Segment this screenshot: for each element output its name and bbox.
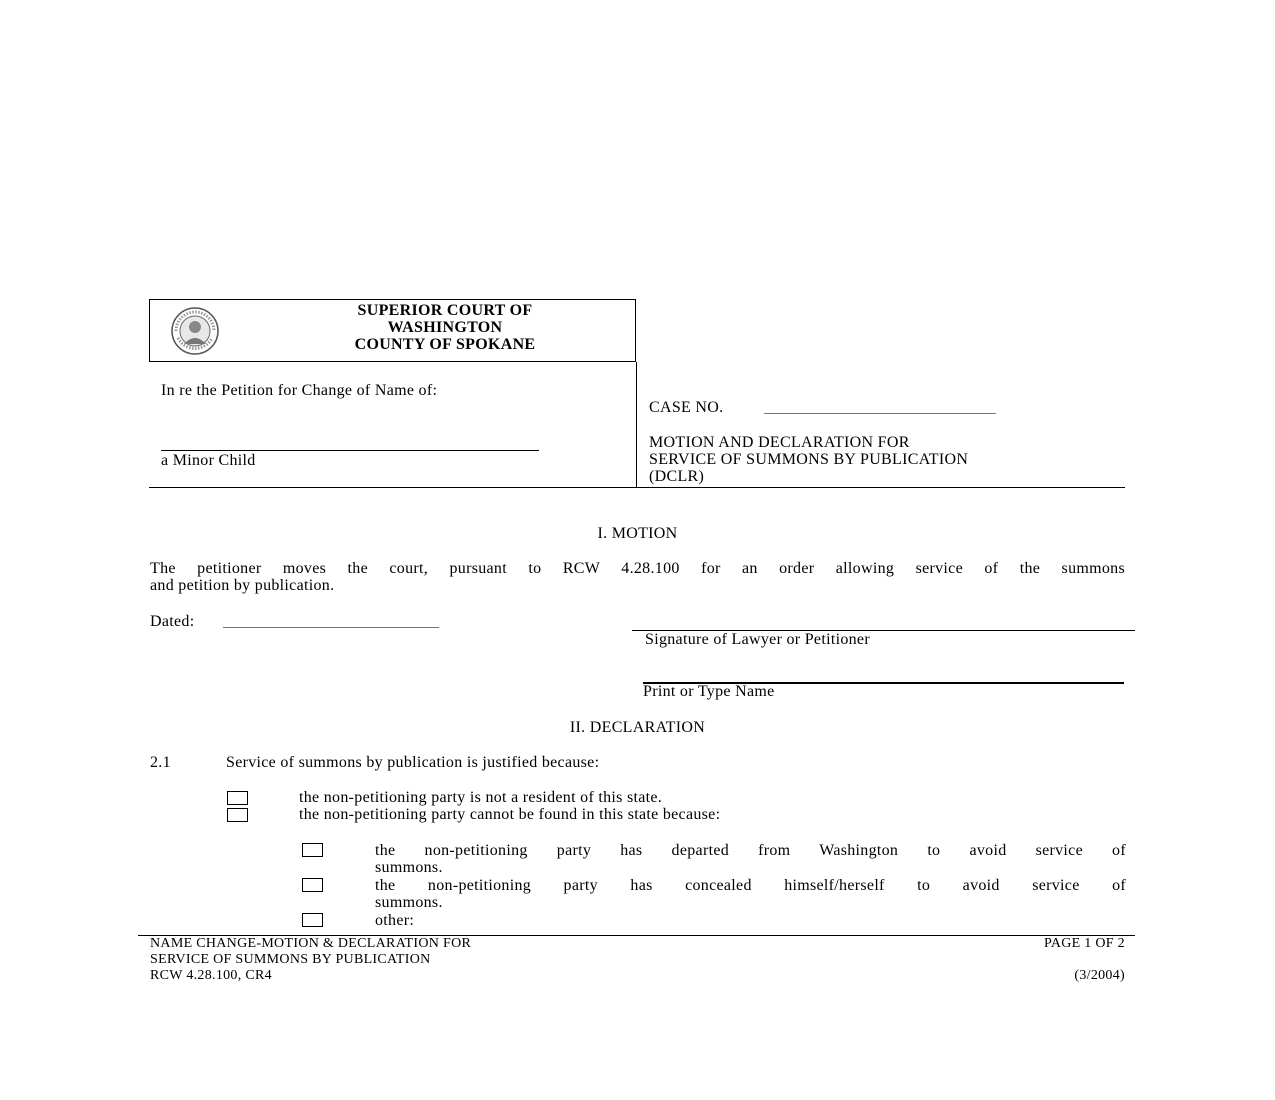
concealed-checkbox[interactable] <box>302 878 323 892</box>
court-seal-icon <box>170 306 220 356</box>
departed-label-line2: summons. <box>375 859 443 876</box>
declaration-heading: II. DECLARATION <box>569 719 706 736</box>
petition-text: In re the Petition for Change of Name of: <box>161 382 438 399</box>
minor-child-label: a Minor Child <box>161 452 256 469</box>
footer-form-line3: RCW 4.28.100, CR4 <box>150 968 272 983</box>
document-title-line1: MOTION AND DECLARATION FOR <box>649 434 910 451</box>
court-title-line2: WASHINGTON <box>387 319 503 336</box>
other-checkbox[interactable] <box>302 913 323 927</box>
court-header-box <box>149 299 636 362</box>
print-name-label: Print or Type Name <box>643 683 775 700</box>
footer-page-number: PAGE 1 OF 2 <box>1044 936 1125 951</box>
other-label: other: <box>375 912 415 929</box>
cannot-be-found-checkbox[interactable] <box>227 808 248 822</box>
motion-heading: I. MOTION <box>597 525 678 542</box>
caption-divider <box>636 362 637 487</box>
not-resident-checkbox[interactable] <box>227 791 248 805</box>
footer-form-title <box>150 936 471 984</box>
case-no-field[interactable]: _____________________________ <box>764 399 996 416</box>
motion-body-line2: and petition by publication. <box>150 577 335 594</box>
not-resident-label: the non-petitioning party is not a resident of this state. <box>299 789 663 806</box>
court-title <box>320 302 570 353</box>
footer-revision-date: (3/2004) <box>1074 968 1125 983</box>
dated-label: Dated: <box>150 613 195 630</box>
cannot-be-found-label: the non-petitioning party cannot be found in this state because: <box>299 806 721 823</box>
item-text: Service of summons by publication is justified because: <box>226 754 600 771</box>
departed-label-line1: the non-petitioning party has departed from Washington to avoid service of <box>375 842 1126 859</box>
document-title <box>649 434 968 485</box>
departed-checkbox[interactable] <box>302 843 323 857</box>
footer-form-line2: SERVICE OF SUMMONS BY PUBLICATION <box>150 952 431 967</box>
document-title-line2: SERVICE OF SUMMONS BY PUBLICATION <box>649 451 969 468</box>
footer-form-line1: NAME CHANGE-MOTION & DECLARATION FOR <box>150 936 472 951</box>
dated-field[interactable]: ___________________________ <box>223 613 439 630</box>
case-no-label: CASE NO. <box>649 399 724 416</box>
minor-name-line[interactable] <box>161 450 539 451</box>
concealed-label-line2: summons. <box>375 894 443 911</box>
item-number: 2.1 <box>150 754 171 771</box>
motion-body-line1: The petitioner moves the court, pursuant to RCW 4.28.100 for an order allowing service of the summons <box>150 560 1125 577</box>
signature-label: Signature of Lawyer or Petitioner <box>645 631 870 648</box>
caption-bottom-rule <box>149 487 1125 488</box>
court-title-line1: SUPERIOR COURT OF <box>357 302 533 319</box>
court-title-line3: COUNTY OF SPOKANE <box>354 336 536 353</box>
document-title-line3: (DCLR) <box>649 468 705 485</box>
concealed-label-line1: the non-petitioning party has concealed himself/herself to avoid service of <box>375 877 1126 894</box>
